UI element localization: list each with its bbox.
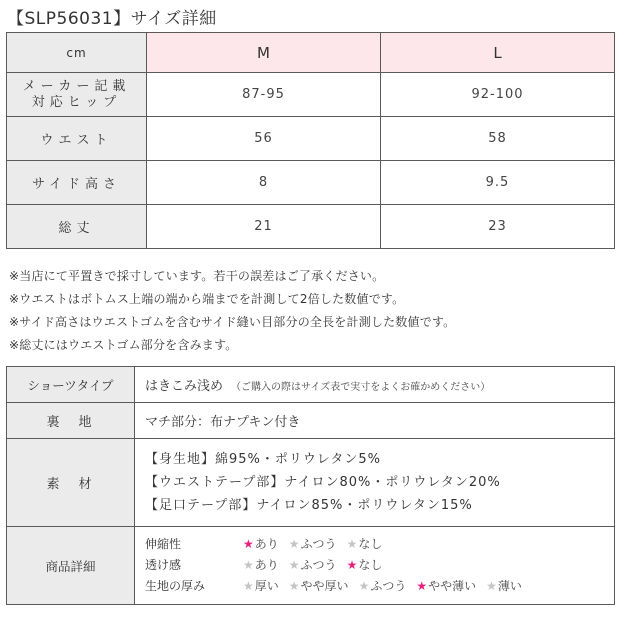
feature-option-label: あり	[254, 537, 279, 551]
star-icon: ★	[243, 558, 254, 572]
feature-option-selected	[416, 576, 476, 597]
waist-m-value: 56	[147, 117, 381, 161]
shorts-type-value: はきこみ浅め	[145, 379, 224, 394]
note-item: ※総丈にはウエストゴム部分を含みます。	[9, 338, 238, 352]
size-row-hip	[7, 73, 615, 117]
feature-option-selected	[347, 555, 383, 576]
feature-option	[359, 576, 407, 597]
star-icon: ★	[288, 537, 300, 551]
size-m-header: M	[147, 33, 381, 73]
product-details-label: 商品詳細	[7, 527, 135, 605]
side-height-l-value: 9.5	[381, 161, 615, 205]
feature-option	[289, 534, 337, 555]
star-icon: ★	[243, 537, 254, 551]
detail-table	[6, 366, 615, 605]
feature-option-label: ふつう	[300, 537, 337, 551]
size-row-waist	[7, 117, 615, 161]
unit-label: cm	[7, 33, 147, 73]
feature-list	[135, 527, 615, 605]
detail-row-product-details	[7, 527, 615, 605]
shorts-type-cell	[135, 367, 615, 403]
row-label-waist: ウエスト	[7, 117, 147, 161]
star-icon: ★	[288, 558, 300, 572]
feature-option-label: なし	[358, 558, 383, 572]
lining-value: マチ部分：布ナプキン付き	[135, 403, 615, 439]
lining-label: 裏 地	[7, 403, 135, 439]
feature-option-label: 厚い	[254, 579, 279, 593]
feature-option-label: ふつう	[300, 558, 337, 572]
length-l-value: 23	[381, 205, 615, 249]
feature-option	[486, 576, 522, 597]
feature-option-selected	[243, 534, 279, 555]
waist-l-value: 58	[381, 117, 615, 161]
hip-m-value: 87-95	[147, 73, 381, 117]
feature-row	[145, 534, 614, 555]
feature-option	[289, 576, 349, 597]
length-m-value: 21	[147, 205, 381, 249]
feature-option	[289, 555, 337, 576]
detail-row-lining	[7, 403, 615, 439]
feature-option	[243, 576, 279, 597]
feature-name: 生地の厚み	[145, 579, 206, 593]
size-table	[6, 32, 615, 249]
feature-option-label: あり	[254, 558, 279, 572]
side-height-m-value: 8	[147, 161, 381, 205]
size-row-side-height	[7, 161, 615, 205]
star-icon: ★	[358, 579, 370, 593]
feature-option	[243, 555, 279, 576]
feature-option-label: やや厚い	[300, 579, 349, 593]
note-item: ※当店にて平置きで採寸しています。若干の誤差はご了承ください。	[9, 269, 385, 283]
size-l-header: L	[381, 33, 615, 73]
feature-option-label: やや薄い	[428, 579, 477, 593]
page-title: 【SLP56031】サイズ詳細	[7, 9, 217, 29]
material-line: 【身生地】綿95%・ポリウレタン5%	[145, 452, 381, 467]
star-icon: ★	[346, 537, 358, 551]
feature-name: 伸縮性	[145, 537, 182, 551]
feature-option-label: 薄い	[497, 579, 522, 593]
feature-name: 透け感	[145, 558, 182, 572]
feature-option-label: なし	[358, 537, 383, 551]
feature-option	[347, 534, 383, 555]
material-line: 【ウエストテープ部】ナイロン80%・ポリウレタン20%	[145, 475, 501, 490]
row-label-length: 総丈	[7, 205, 147, 249]
row-label-side-height: サイド高さ	[7, 161, 147, 205]
size-header-row	[7, 33, 615, 73]
size-row-length	[7, 205, 615, 249]
star-icon: ★	[243, 579, 254, 593]
feature-option-label: ふつう	[370, 579, 407, 593]
star-icon: ★	[288, 579, 300, 593]
measurement-notes	[9, 265, 614, 357]
hip-l-value: 92-100	[381, 73, 615, 117]
feature-row	[145, 576, 614, 597]
detail-row-material	[7, 439, 615, 527]
star-icon: ★	[346, 558, 358, 572]
star-icon: ★	[486, 579, 497, 593]
row-label-hip-line2: 対応ヒップ	[31, 94, 122, 110]
note-item: ※サイド高さはウエストゴムを含むサイド縫い目部分の全長を計測した数値です。	[9, 315, 456, 329]
feature-row	[145, 555, 614, 576]
row-label-hip	[7, 73, 147, 117]
star-icon: ★	[416, 579, 428, 593]
material-label: 素 材	[7, 439, 135, 527]
detail-row-shorts-type	[7, 367, 615, 403]
row-label-hip-line1: メーカー記載	[22, 78, 131, 94]
shorts-type-label: ショーツタイプ	[7, 367, 135, 403]
material-cell	[135, 439, 615, 527]
material-line: 【足口テープ部】ナイロン85%・ポリウレタン15%	[145, 498, 473, 513]
shorts-type-hint: （ご購入の際はサイズ表で実寸をよくお確かめください）	[231, 382, 491, 393]
note-item: ※ウエストはボトムス上端の端から端までを計測して2倍した数値です。	[9, 292, 405, 306]
